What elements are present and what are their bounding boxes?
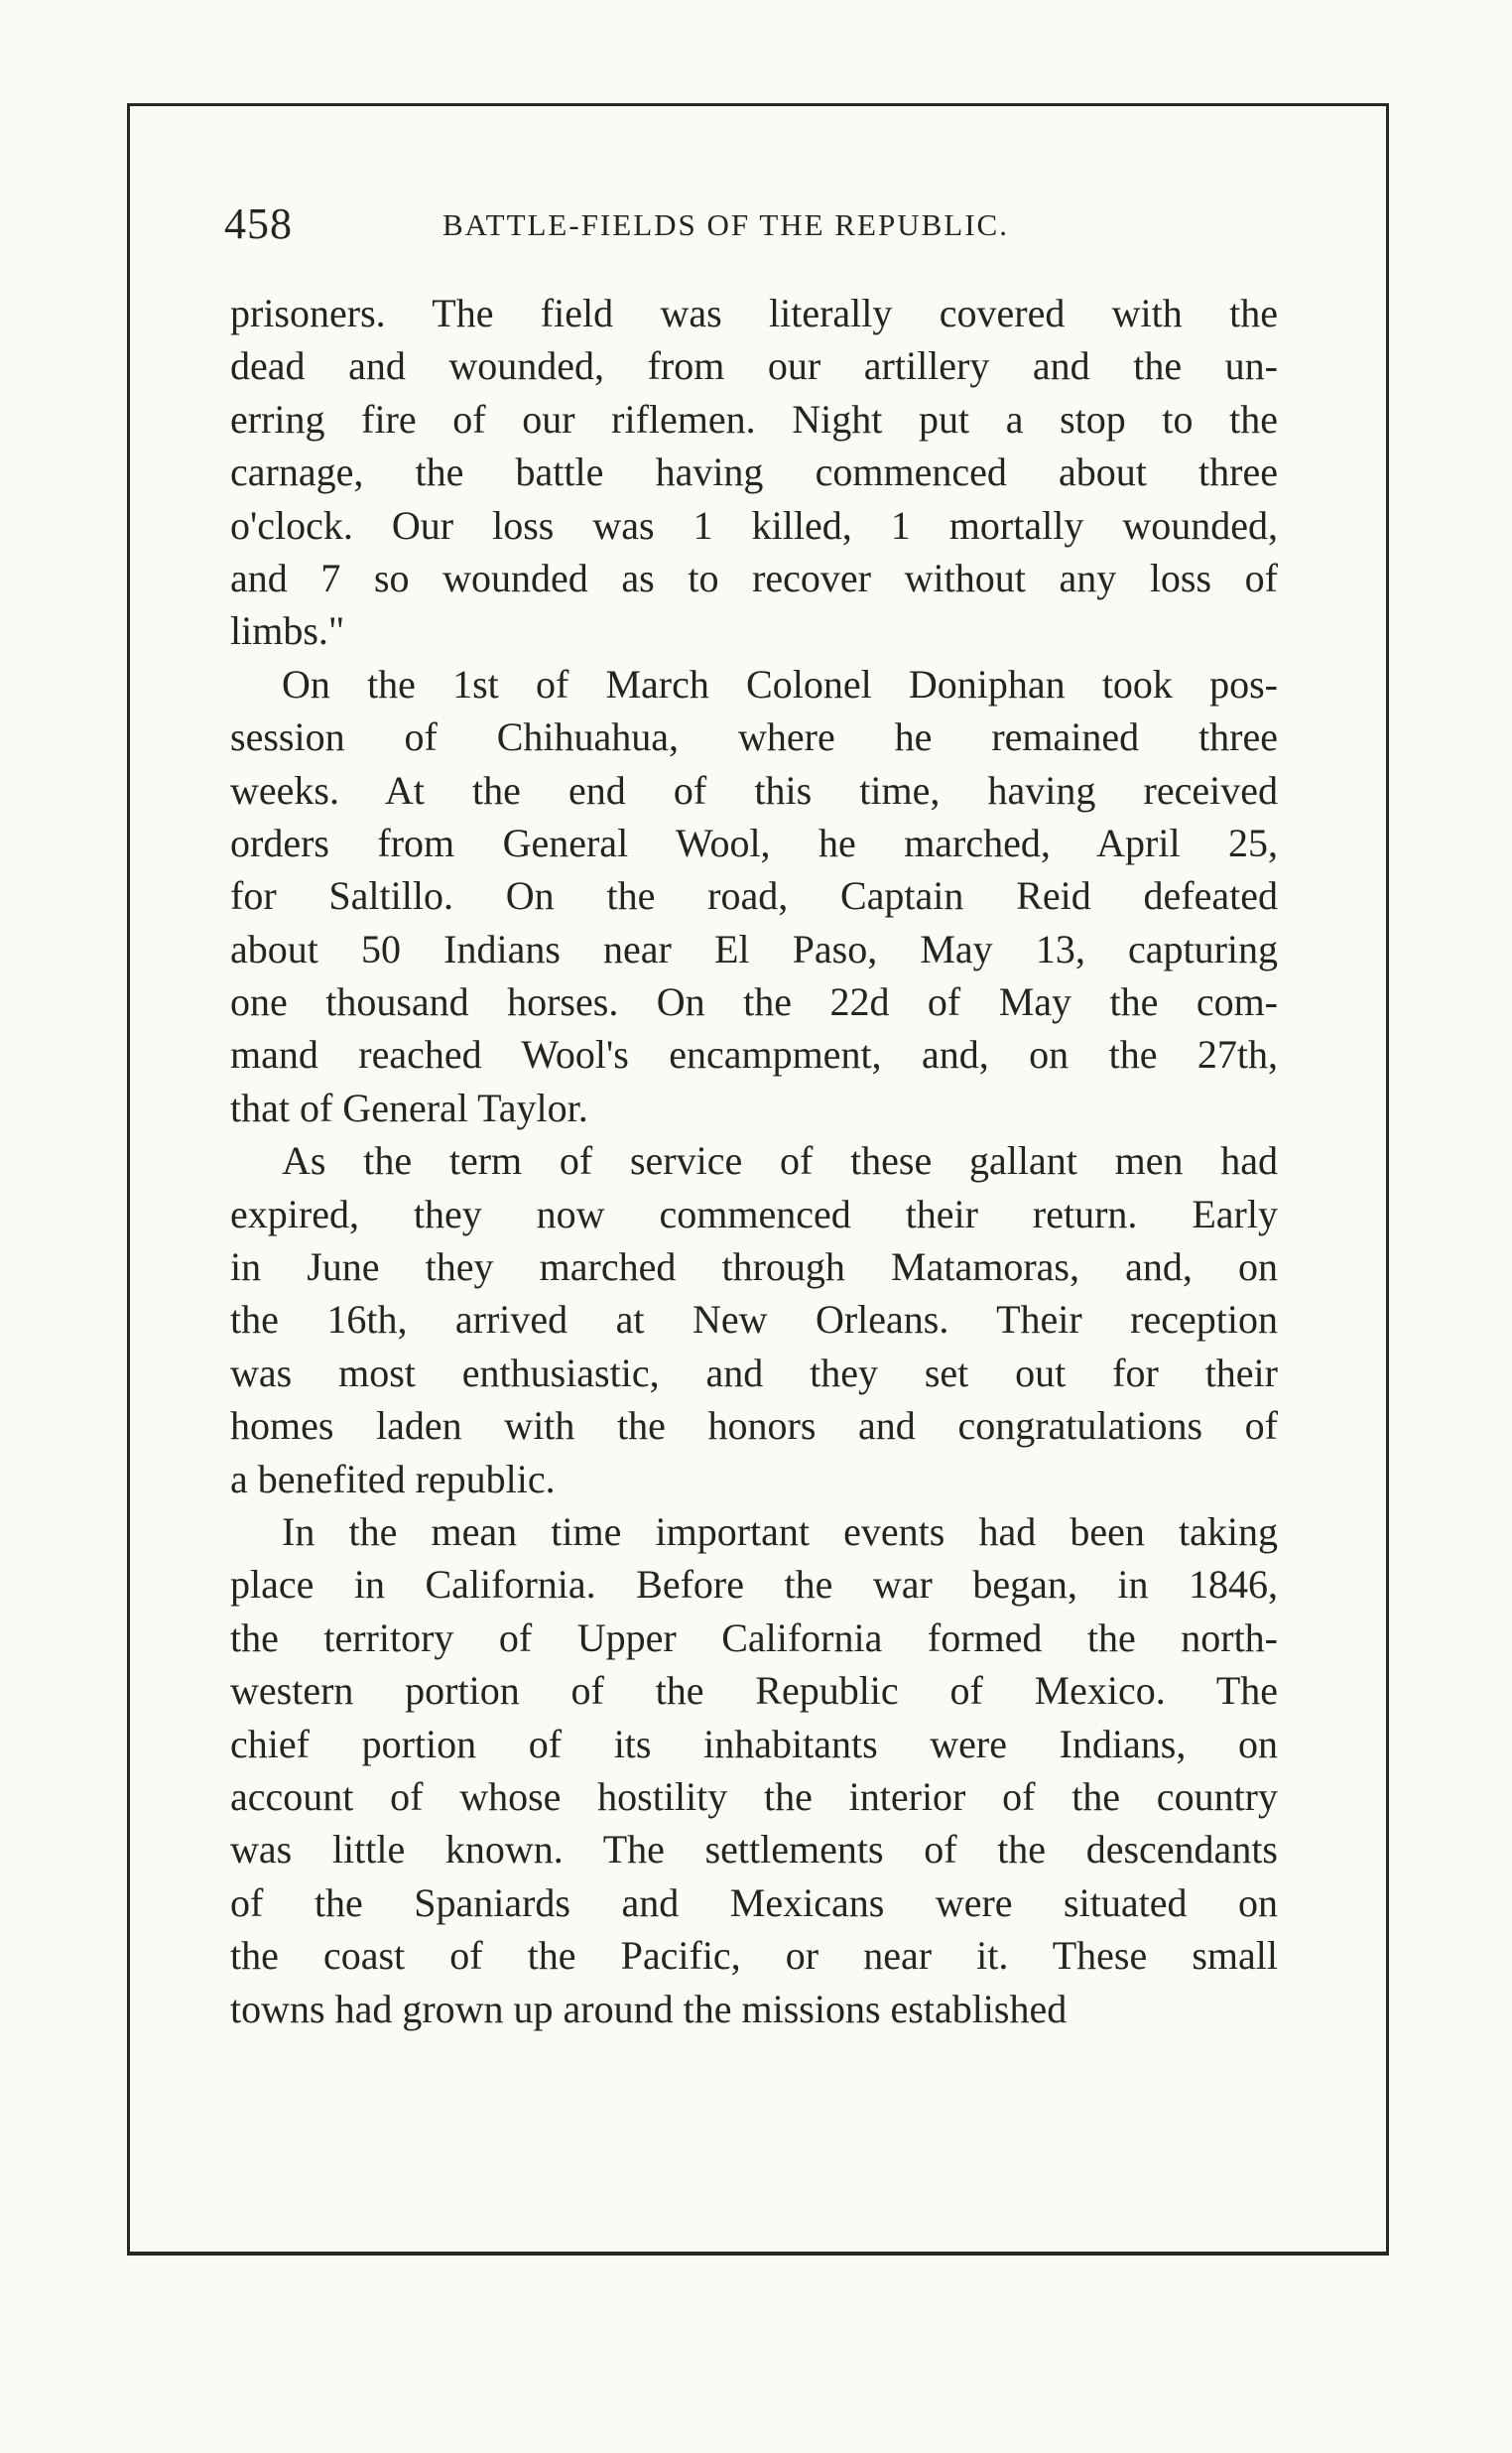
text-line: carnage, the battle having commenced about three bbox=[230, 450, 1278, 495]
text-line: one thousand horses. On the 22d of May the com- bbox=[230, 979, 1278, 1025]
text-line: the territory of Upper California formed the north- bbox=[230, 1614, 1278, 1660]
text-line: towns had grown up around the missions established bbox=[230, 1986, 1068, 2031]
page-number: 458 bbox=[224, 199, 293, 248]
text-line: account of whose hostility the interior of the country bbox=[230, 1773, 1278, 1819]
text-line: On the 1st of March Colonel Doniphan took pos- bbox=[282, 661, 1278, 707]
text-line: of the Spaniards and Mexicans were situated on bbox=[230, 1879, 1278, 1925]
text-line: erring fire of our riflemen. Night put a stop to the bbox=[230, 396, 1278, 442]
text-line: and 7 so wounded as to recover without any loss of bbox=[230, 555, 1278, 600]
text-line: the 16th, arrived at New Orleans. Their reception bbox=[230, 1297, 1278, 1343]
text-line: a benefited republic. bbox=[230, 1456, 556, 1501]
text-line: session of Chihuahua, where he remained three bbox=[230, 714, 1278, 760]
text-line: western portion of the Republic of Mexico. The bbox=[230, 1668, 1278, 1714]
text-line: was most enthusiastic, and they set out for their bbox=[230, 1350, 1278, 1395]
text-line: expired, they now commenced their return. Early bbox=[230, 1191, 1278, 1236]
text-line: o'clock. Our loss was 1 killed, 1 mortally wounded, bbox=[230, 502, 1278, 548]
paragraph bbox=[230, 287, 1278, 658]
text-line: dead and wounded, from our artillery and the un- bbox=[230, 343, 1278, 389]
text-line: chief portion of its inhabitants were Indians, on bbox=[230, 1721, 1278, 1766]
text-line: the coast of the Pacific, or near it. These small bbox=[230, 1933, 1278, 1979]
text-line: weeks. At the end of this time, having received bbox=[230, 767, 1278, 813]
text-line: prisoners. The field was literally covered with the bbox=[230, 291, 1278, 335]
text-line: limbs." bbox=[230, 608, 345, 654]
text-line: in June they marched through Matamoras, and, on bbox=[230, 1244, 1278, 1290]
body-text bbox=[230, 287, 1278, 2035]
running-title: BATTLE-FIELDS OF THE REPUBLIC. bbox=[442, 207, 1009, 242]
text-line: for Saltillo. On the road, Captain Reid defeated bbox=[230, 873, 1278, 919]
text-line: that of General Taylor. bbox=[230, 1085, 588, 1130]
paragraph bbox=[230, 1134, 1278, 1505]
text-line: orders from General Wool, he marched, April 25, bbox=[230, 820, 1278, 865]
text-line: about 50 Indians near El Paso, May 13, capturing bbox=[230, 926, 1278, 971]
text-line: As the term of service of these gallant men had bbox=[282, 1138, 1278, 1184]
text-line: mand reached Wool's encampment, and, on the 27th, bbox=[230, 1032, 1278, 1078]
text-line: homes laden with the honors and congratulations of bbox=[230, 1403, 1278, 1449]
page-header bbox=[224, 194, 1296, 254]
text-line: In the mean time important events had been taking bbox=[282, 1508, 1278, 1554]
paragraph bbox=[230, 658, 1278, 1135]
paragraph bbox=[230, 1505, 1278, 2035]
text-line: was little known. The settlements of the descendants bbox=[230, 1827, 1278, 1872]
text-line: place in California. Before the war began, in 1846, bbox=[230, 1562, 1278, 1608]
